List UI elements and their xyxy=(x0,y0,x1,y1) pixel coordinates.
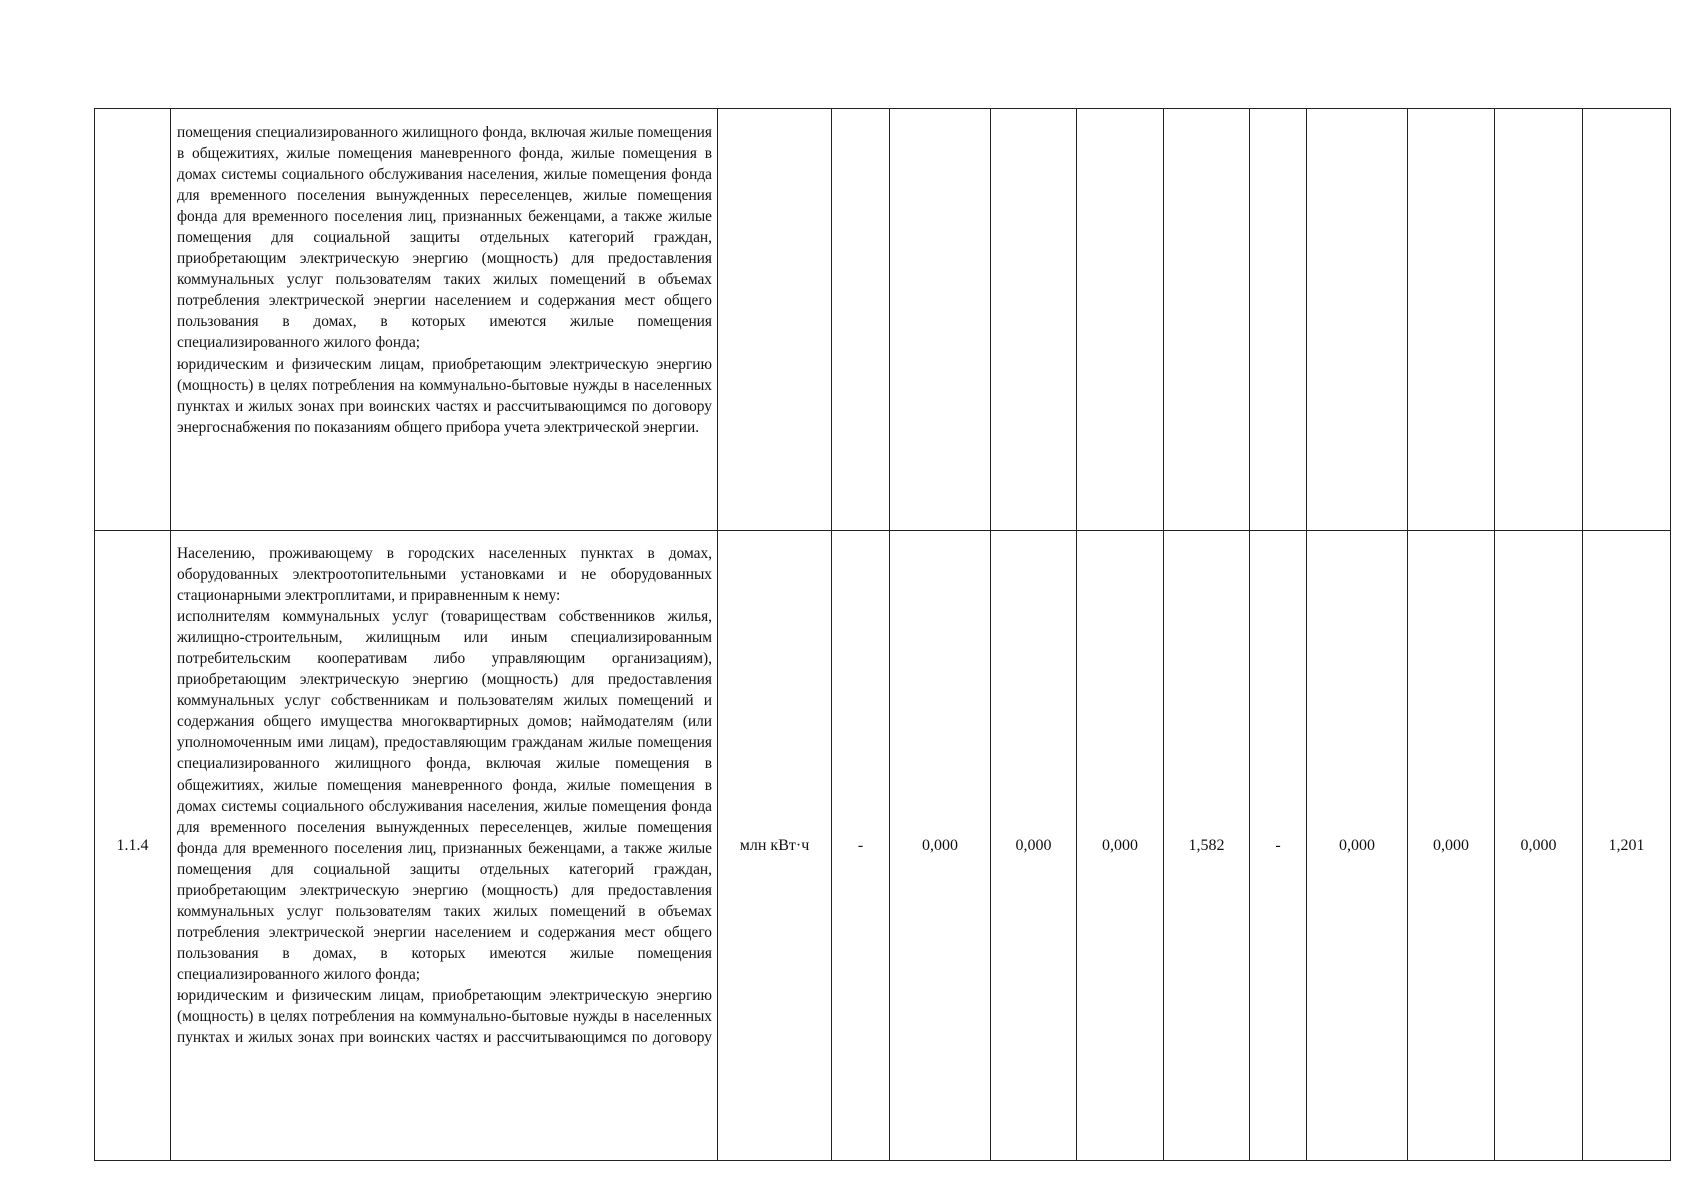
tariff-table xyxy=(94,108,1671,1161)
value-cell xyxy=(1164,109,1250,531)
value-cell xyxy=(1077,109,1164,531)
description-paragraph: помещения специализированного жилищного фонда, включая жилые помещения в общежитиях, жилые помещения маневренного фонда, жилые помещения в домах системы социального обслуживания населения, жилые помещения фонда для временного поселения вынужденных переселенцев, жилые помещения фонда для временного поселения лиц, признанных беженцами, а также жилые помещения для социальной защиты отдельных категорий граждан, приобретающим электрическую энергию (мощность) для предоставления коммунальных услуг пользователям таких жилых помещений в объемах потребления электрической энергии населением и содержания мест общего пользования в домах, в которых имеются жилые помещения специализированного жилого фонда; xyxy=(177,124,712,352)
description-paragraph: юридическим и физическим лицам, приобретающим электрическую энергию (мощность) в целях потребления на коммунально-бытовые нужды в населенных пунктах и жилых зонах при воинских частях и рассчитывающимся по договору xyxy=(177,986,712,1047)
value-cell xyxy=(1250,109,1307,531)
description-cell xyxy=(171,531,718,1161)
description-paragraph: Населению, проживающему в городских населенных пунктах в домах, оборудованных электроотопительными установками и не оборудованных стационарными электроплитами, и приравненным к нему: xyxy=(177,545,712,605)
value-cell: 0,000 xyxy=(1077,531,1164,1161)
row-number-cell xyxy=(95,109,171,531)
description-paragraph: исполнителям коммунальных услуг (товариществам собственников жилья, жилищно-строительным, жилищным или иным специализированным потребительским кооперативам либо управляющим организациям), приобретающим электрическую энергию (мощность) для предоставления коммунальных услуг собственникам и пользователям жилых помещений и содержания общего имущества многоквартирных домов; наймодателям (или уполномоченным ими лицам), предоставляющим гражданам жилые помещения специализированного жилищного фонда, включая жилые помещения в общежитиях, жилые помещения маневренного фонда, жилые помещения в домах системы социального обслуживания населения, жилые помещения фонда для временного поселения вынужденных переселенцев, жилые помещения фонда для временного поселения лиц, признанных беженцами, а также жилые помещения для социальной защиты отдельных категорий граждан, приобретающим электрическую энергию (мощность) для предоставления коммунальных услуг пользователям таких жилых помещений в объемах потребления электрической энергии населением и содержания мест общего пользования в домах, в которых имеются жилые помещения специализированного жилого фонда; xyxy=(177,608,712,983)
value-cell: 0,000 xyxy=(1495,531,1583,1161)
value-cell xyxy=(890,109,991,531)
value-cell: 1,201 xyxy=(1583,531,1671,1161)
value-cell: - xyxy=(832,531,890,1161)
row-number-cell: 1.1.4 xyxy=(95,531,171,1161)
value-cell: 0,000 xyxy=(1408,531,1495,1161)
description-cell xyxy=(171,109,718,531)
table-row xyxy=(95,109,1671,531)
value-cell: 1,582 xyxy=(1164,531,1250,1161)
value-cell: 0,000 xyxy=(991,531,1077,1161)
tariff-table-page xyxy=(94,108,1670,1161)
value-cell xyxy=(832,109,890,531)
value-cell: 0,000 xyxy=(890,531,991,1161)
value-cell xyxy=(1408,109,1495,531)
unit-cell: млн кВт·ч xyxy=(718,531,832,1161)
value-cell: 0,000 xyxy=(1307,531,1408,1161)
unit-cell xyxy=(718,109,832,531)
value-cell xyxy=(1495,109,1583,531)
value-cell xyxy=(1583,109,1671,531)
table-row xyxy=(95,531,1671,1161)
value-cell: - xyxy=(1250,531,1307,1161)
description-paragraph: юридическим и физическим лицам, приобретающим электрическую энергию (мощность) в целях потребления на коммунально-бытовые нужды в населенных пунктах и жилых зонах при воинских частях и рассчитывающимся по договору энергоснабжения по показаниям общего прибора учета электрической энергии. xyxy=(177,355,712,436)
value-cell xyxy=(991,109,1077,531)
value-cell xyxy=(1307,109,1408,531)
